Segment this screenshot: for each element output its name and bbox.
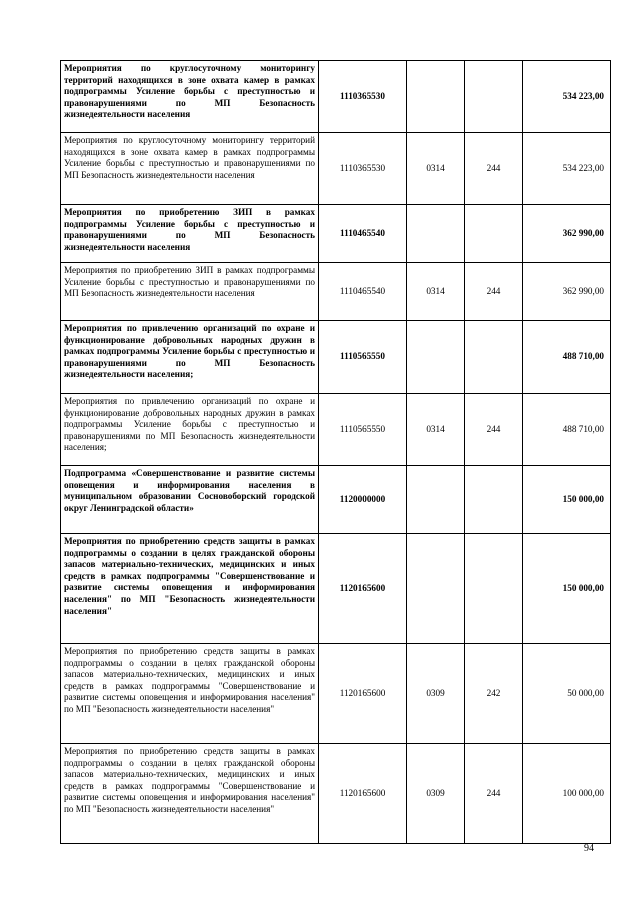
row-amount: 150 000,00 bbox=[523, 466, 611, 534]
row-name: Мероприятия по приобретению ЗИП в рамках подпрограммы Усиление борьбы с преступностью и правонарушениями по МП Безопасность жизнедеятельности населения bbox=[61, 205, 319, 263]
row-section-code: 0314 bbox=[407, 394, 465, 466]
row-section-code bbox=[407, 205, 465, 263]
row-section-code bbox=[407, 321, 465, 394]
row-target-code: 1120165600 bbox=[319, 644, 407, 744]
row-target-code: 1120165600 bbox=[319, 744, 407, 844]
row-amount: 534 223,00 bbox=[523, 61, 611, 133]
row-target-code: 1110465540 bbox=[319, 205, 407, 263]
row-expense-type: 244 bbox=[465, 133, 523, 205]
row-expense-type: 244 bbox=[465, 744, 523, 844]
row-amount: 100 000,00 bbox=[523, 744, 611, 844]
row-target-code: 1110465540 bbox=[319, 263, 407, 321]
row-amount: 362 990,00 bbox=[523, 205, 611, 263]
row-name: Мероприятия по привлечению организаций по охране и функционирование добровольных народных дружин в рамках подпрограммы Усиление борьбы с преступностью и правонарушениями по МП Безопасность жизнедеятельности населения; bbox=[61, 394, 319, 466]
budget-table-body bbox=[61, 61, 611, 844]
page-number: 94 bbox=[584, 843, 594, 854]
row-amount: 362 990,00 bbox=[523, 263, 611, 321]
row-expense-type: 244 bbox=[465, 394, 523, 466]
row-amount: 50 000,00 bbox=[523, 644, 611, 744]
table-row bbox=[61, 534, 611, 644]
row-section-code bbox=[407, 466, 465, 534]
row-amount: 534 223,00 bbox=[523, 133, 611, 205]
row-name: Подпрограмма «Совершенствование и развитие системы оповещения и информирования населения в муниципальном образовании Сосновоборский городской округ Ленинградской области» bbox=[61, 466, 319, 534]
row-section-code bbox=[407, 534, 465, 644]
table-row bbox=[61, 61, 611, 133]
row-amount: 150 000,00 bbox=[523, 534, 611, 644]
row-name: Мероприятия по приобретению средств защиты в рамках подпрограммы о создании в целях гражданской обороны запасов материально-технических, медицинских и иных средств в рамках подпрограммы "Совершенствование и развитие системы оповещения и информирования населения" по МП "Безопасность жизнедеятельности населения" bbox=[61, 534, 319, 644]
row-section-code: 0309 bbox=[407, 744, 465, 844]
table-row bbox=[61, 263, 611, 321]
table-row bbox=[61, 744, 611, 844]
row-expense-type bbox=[465, 321, 523, 394]
row-expense-type bbox=[465, 534, 523, 644]
row-name: Мероприятия по круглосуточному мониторингу территорий находящихся в зоне охвата камер в рамках подпрограммы Усиление борьбы с преступностью и правонарушениями по МП Безопасность жизнедеятельности населения bbox=[61, 61, 319, 133]
row-target-code: 1110565550 bbox=[319, 321, 407, 394]
row-expense-type: 244 bbox=[465, 263, 523, 321]
row-target-code: 1120000000 bbox=[319, 466, 407, 534]
row-target-code: 1120165600 bbox=[319, 534, 407, 644]
row-name: Мероприятия по круглосуточному мониторингу территорий находящихся в зоне охвата камер в рамках подпрограммы Усиление борьбы с преступностью и правонарушениями по МП Безопасность жизнедеятельности населения bbox=[61, 133, 319, 205]
row-section-code: 0314 bbox=[407, 263, 465, 321]
row-expense-type bbox=[465, 61, 523, 133]
row-name: Мероприятия по привлечению организаций по охране и функционирование добровольных народных дружин в рамках подпрограммы Усиление борьбы с преступностью и правонарушениями по МП Безопасность жизнедеятельности населения; bbox=[61, 321, 319, 394]
row-amount: 488 710,00 bbox=[523, 321, 611, 394]
table-row bbox=[61, 205, 611, 263]
table-row bbox=[61, 321, 611, 394]
row-name: Мероприятия по приобретению ЗИП в рамках подпрограммы Усиление борьбы с преступностью и правонарушениями по МП Безопасность жизнедеятельности населения bbox=[61, 263, 319, 321]
row-expense-type bbox=[465, 466, 523, 534]
row-target-code: 1110565550 bbox=[319, 394, 407, 466]
row-name: Мероприятия по приобретению средств защиты в рамках подпрограммы о создании в целях гражданской обороны запасов материально-технических, медицинских и иных средств в рамках подпрограммы "Совершенствование и развитие системы оповещения и информирования населения" по МП "Безопасность жизнедеятельности населения" bbox=[61, 744, 319, 844]
row-section-code: 0309 bbox=[407, 644, 465, 744]
row-section-code: 0314 bbox=[407, 133, 465, 205]
row-name: Мероприятия по приобретению средств защиты в рамках подпрограммы о создании в целях гражданской обороны запасов материально-технических, медицинских и иных средств в рамках подпрограммы "Совершенствование и развитие системы оповещения и информирования населения" по МП "Безопасность жизнедеятельности населения" bbox=[61, 644, 319, 744]
row-section-code bbox=[407, 61, 465, 133]
row-target-code: 1110365530 bbox=[319, 61, 407, 133]
table-row bbox=[61, 133, 611, 205]
row-expense-type bbox=[465, 205, 523, 263]
table-row bbox=[61, 394, 611, 466]
budget-table bbox=[60, 60, 611, 844]
table-row bbox=[61, 466, 611, 534]
row-target-code: 1110365530 bbox=[319, 133, 407, 205]
row-expense-type: 242 bbox=[465, 644, 523, 744]
table-row bbox=[61, 644, 611, 744]
row-amount: 488 710,00 bbox=[523, 394, 611, 466]
